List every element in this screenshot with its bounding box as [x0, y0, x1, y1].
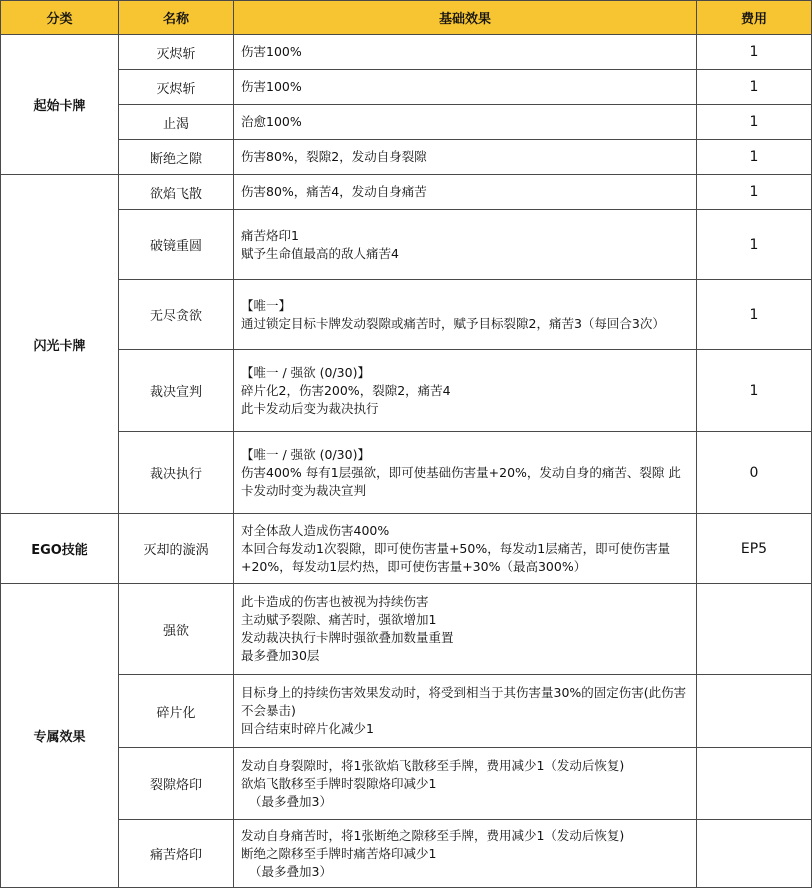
effect-line: 【唯一】: [241, 297, 292, 313]
card-name: 欲焰飞散: [119, 175, 234, 210]
effect-line: （最多叠加3）: [249, 793, 332, 809]
effect-line: 伤害100%: [241, 79, 302, 94]
category-starting-cards: 起始卡牌: [1, 35, 119, 175]
card-name: 灭却的漩涡: [119, 514, 234, 584]
card-name: 痛苦烙印: [119, 820, 234, 888]
category-flash-cards: 闪光卡牌: [1, 175, 119, 514]
card-cost: 1: [697, 140, 812, 175]
effect-line: 伤害100%: [241, 44, 302, 59]
card-effect: [234, 105, 697, 140]
effect-line: 【唯一 / 强欲 (0/30)】: [241, 446, 370, 462]
effect-line: 发动自身痛苦时，将1张断绝之隙移至手牌，费用减少1（发动后恢复): [241, 827, 625, 843]
effect-line: 发动自身裂隙时，将1张欲焰飞散移至手牌，费用减少1（发动后恢复): [241, 757, 625, 773]
header-name: 名称: [119, 1, 234, 35]
card-cost: 1: [697, 35, 812, 70]
effect-line: 发动裁决执行卡牌时强欲叠加数量重置: [241, 630, 454, 645]
effect-line: 治愈100%: [241, 114, 302, 129]
effect-line: 对全体敌人造成伤害400%: [241, 522, 390, 538]
table-header-row: [1, 1, 812, 35]
card-cost: [697, 748, 812, 820]
table-row: [1, 280, 812, 350]
card-effect: [234, 70, 697, 105]
table-row: [1, 820, 812, 888]
card-effect: [234, 584, 697, 675]
card-cost: 1: [697, 350, 812, 432]
effect-line: 伤害80%，裂隙2，发动自身裂隙: [241, 149, 427, 164]
card-name: 灭烬斩: [119, 70, 234, 105]
effect-line: 通过锁定目标卡牌发动裂隙或痛苦时，赋予目标裂隙2，痛苦3（每回合3次）: [241, 315, 665, 331]
card-cost: EP5: [697, 514, 812, 584]
card-effect: [234, 280, 697, 350]
card-cost: [697, 584, 812, 675]
effect-line: 此卡发动后变为裁决执行: [241, 400, 379, 416]
effect-line: 【唯一 / 强欲 (0/30)】: [241, 364, 370, 380]
category-exclusive-effects: 专属效果: [1, 584, 119, 888]
table-row: [1, 105, 812, 140]
card-effect: [234, 748, 697, 820]
card-cost: [697, 820, 812, 888]
card-cost: 1: [697, 175, 812, 210]
card-name: 灭烬斩: [119, 35, 234, 70]
card-effect: [234, 140, 697, 175]
effect-line: （最多叠加3）: [249, 863, 332, 879]
effect-line: 伤害400% 每有1层强欲，即可使基础伤害量+20%，发动自身的痛苦、裂隙 此卡发动时变为裁决宣判: [241, 464, 681, 498]
table-row: [1, 210, 812, 280]
table-row: [1, 35, 812, 70]
table-row: [1, 675, 812, 748]
effect-line: 最多叠加30层: [241, 648, 320, 663]
effect-line: 目标身上的持续伤害效果发动时，将受到相当于其伤害量30%的固定伤害(此伤害不会暴击): [241, 685, 687, 718]
card-effect: [234, 514, 697, 584]
effect-line: 伤害80%，痛苦4，发动自身痛苦: [241, 184, 427, 199]
card-name: 断绝之隙: [119, 140, 234, 175]
header-effect: 基础效果: [234, 1, 697, 35]
effect-line: 赋予生命值最高的敌人痛苦4: [241, 245, 399, 261]
card-cost: 1: [697, 210, 812, 280]
card-name: 无尽贪欲: [119, 280, 234, 350]
table-row: [1, 140, 812, 175]
effect-line: 断绝之隙移至手牌时痛苦烙印减少1: [241, 845, 437, 861]
effect-line: 碎片化2，伤害200%，裂隙2，痛苦4: [241, 382, 451, 398]
card-cost: [697, 675, 812, 748]
table-row: [1, 432, 812, 514]
card-cost: 0: [697, 432, 812, 514]
effect-line: 主动赋予裂隙、痛苦时，强欲增加1: [241, 612, 437, 627]
table-row: [1, 350, 812, 432]
card-name: 裂隙烙印: [119, 748, 234, 820]
card-effect: [234, 675, 697, 748]
effect-line: 欲焰飞散移至手牌时裂隙烙印减少1: [241, 775, 437, 791]
card-name: 强欲: [119, 584, 234, 675]
card-effect: [234, 35, 697, 70]
table-row: [1, 584, 812, 675]
card-cost: 1: [697, 105, 812, 140]
table-row: [1, 514, 812, 584]
card-name: 破镜重圆: [119, 210, 234, 280]
card-cost: 1: [697, 70, 812, 105]
category-ego-skill: EGO技能: [1, 514, 119, 584]
card-cost: 1: [697, 280, 812, 350]
card-effect: [234, 820, 697, 888]
card-effect: [234, 350, 697, 432]
effect-line: 痛苦烙印1: [241, 227, 299, 243]
card-name: 碎片化: [119, 675, 234, 748]
card-effect: [234, 175, 697, 210]
header-category: 分类: [1, 1, 119, 35]
effect-line: 本回合每发动1次裂隙，即可使伤害量+50%，每发动1层痛苦，即可使伤害量+20%，每发动1层灼热，即可使伤害量+30%（最高300%）: [241, 540, 671, 574]
card-name: 裁决宣判: [119, 350, 234, 432]
effect-line: 此卡造成的伤害也被视为持续伤害: [241, 594, 429, 609]
table-row: [1, 175, 812, 210]
header-cost: 费用: [697, 1, 812, 35]
effect-line: 回合结束时碎片化减少1: [241, 721, 374, 736]
card-name: 裁决执行: [119, 432, 234, 514]
card-effect: [234, 210, 697, 280]
card-name: 止渴: [119, 105, 234, 140]
card-effect: [234, 432, 697, 514]
table-row: [1, 70, 812, 105]
table-row: [1, 748, 812, 820]
